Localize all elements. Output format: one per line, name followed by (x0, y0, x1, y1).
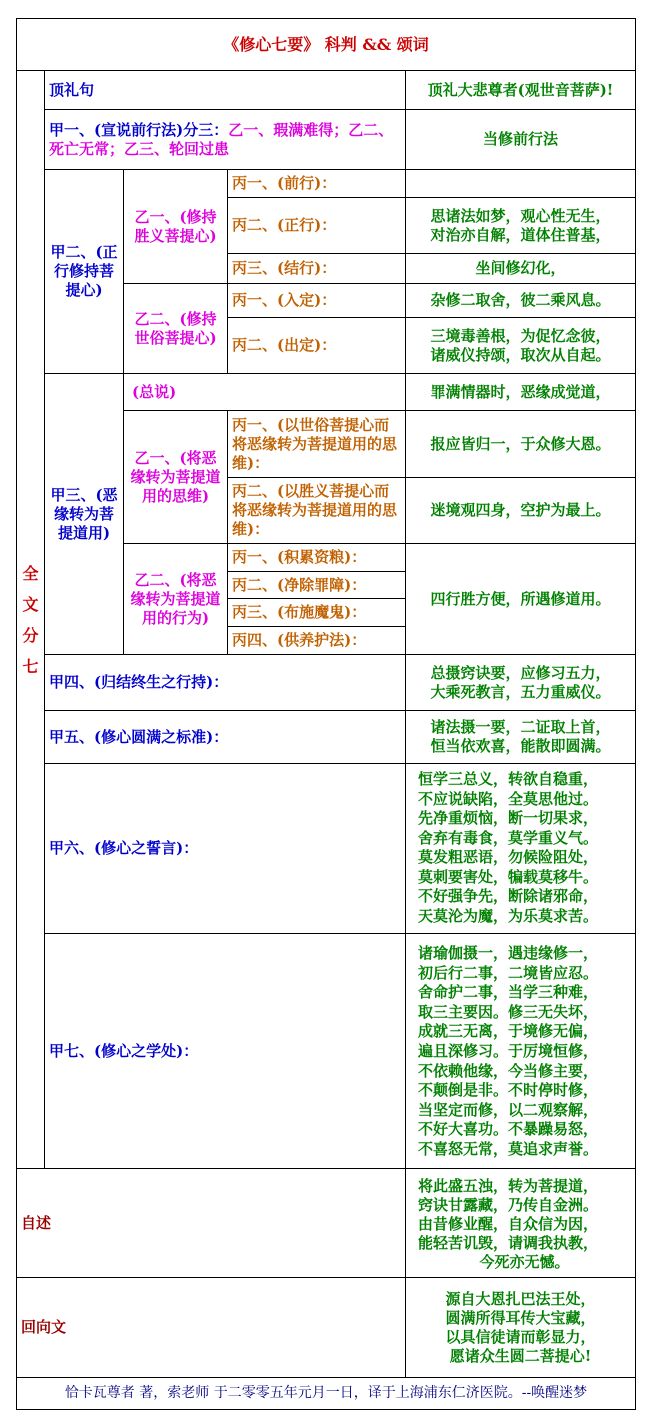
jia3-yi1-bing2: 丙二、(以胜义菩提心而将恶缘转为菩提道用的思维)： (227, 477, 406, 544)
row-jia1-label (44, 109, 406, 170)
verse-line: 舍弃有毒食，莫学重义气。 (418, 828, 599, 847)
verse-line: 由昔修业醒，自众信为因， (418, 1215, 599, 1233)
verse-line: 不颠倒是非。不时停时修， (418, 1081, 599, 1100)
verse-line: 对治亦自解，道体住普基， (430, 225, 611, 244)
verse-line: 不依赖他缘，今当修主要， (418, 1061, 599, 1080)
verse-line: 莫发粗恶语，勿候险阻处， (418, 848, 599, 866)
jia3-yi1-bing2-verse: 迷境观四身，空护为最上。 (405, 477, 636, 544)
jia2-label: 甲二、(正行修持菩提心) (44, 169, 124, 374)
verse-line: 思诸法如梦，观心性无生， (430, 206, 611, 225)
verse-line: 能轻苦讥毁，请调我执教， (418, 1234, 599, 1252)
row-huixiang-verse (405, 1277, 636, 1378)
jia3-yi2-verse: 四行胜方便，所遇修道用。 (405, 543, 636, 655)
jia3-yi2-label: 乙二、(将恶缘转为菩提道用的行为) (123, 543, 228, 655)
jia3-yi2-bing4: 丙四、(供养护法)： (227, 626, 406, 655)
jia2-yi1-bing1: 丙一、(前行)： (227, 169, 406, 198)
verse-line: 莫刺要害处，犏载莫移牛。 (418, 867, 599, 886)
row-jia7-verse (405, 933, 636, 1169)
jia3-label: 甲三、(恶缘转为菩提道用) (44, 373, 124, 655)
side-label-quanwen-fenqi (16, 70, 45, 1169)
verse-line: 先净重烦恼，断一切果求， (418, 809, 599, 827)
jia3-yi1-bing1: 丙一、(以世俗菩提心而将恶缘转为菩提道用的思维)： (227, 410, 406, 478)
verse-line: 成就三无离，于境修无偏， (418, 1022, 599, 1041)
jia3-yi1-label: 乙一、(将恶缘转为菩提道用的思维) (123, 410, 228, 544)
verse-line: 将此盛五浊，转为菩提道， (418, 1177, 599, 1195)
verse-line: 初后行二事，二境皆应忍。 (418, 963, 599, 982)
jia2-yi1-bing3-verse: 坐间修幻化， (405, 253, 636, 284)
jia2-yi1-bing1-verse-empty (405, 169, 636, 198)
verse-line: 恒当依欢喜，能散即圆满。 (430, 737, 611, 755)
verse-line: 以具信徒请而彰显力， (445, 1327, 596, 1346)
verse-line: 今死亦无憾。 (479, 1253, 570, 1271)
side-label-char: 分 (22, 625, 39, 645)
footer-credit: 恰卡瓦尊者 著，索老师 于二零零五年元月一日，译于上海浦东仁济医院。--唤醒迷梦 (16, 1377, 636, 1410)
jia2-yi2-bing1-verse: 杂修二取舍，彼二乘风息。 (405, 283, 636, 318)
verse-line: 三境毒善根，为促忆念彼， (430, 326, 611, 345)
jia3-yi2-bing3: 丙三、(布施魔鬼)： (227, 598, 406, 627)
verse-line: 不好大喜功。不暴躁易怒， (418, 1120, 599, 1139)
jia2-yi2-bing2-verse (405, 317, 636, 374)
verse-line: 诸法摄一要，二证取上首， (430, 718, 611, 736)
row-jia1-verse: 当修前行法 (405, 109, 636, 170)
side-label-char: 全 (22, 563, 39, 583)
row-dingli-label: 顶礼句 (44, 70, 406, 110)
verse-line: 取三主要因。修三无失坏， (418, 1002, 599, 1021)
row-zishu-verse (405, 1168, 636, 1278)
verse-line: 源自大恩扎巴法王处， (445, 1289, 596, 1308)
row-jia5-label: 甲五、(修心圆满之标准)： (44, 710, 406, 764)
page-title: 《修心七要》 科判 && 颂词 (16, 18, 636, 71)
verse-line: 诸瑜伽摄一，遇违缘修一， (418, 944, 599, 962)
jia2-yi1-bing2: 丙二、(正行)： (227, 197, 406, 254)
verse-line: 愿诸众生圆二菩提心! (449, 1346, 592, 1365)
row-zishu-label: 自述 (16, 1168, 406, 1278)
verse-line: 不好强争先，断除诸邪命， (418, 887, 599, 905)
row-jia4-verse (405, 654, 636, 711)
jia2-yi1-label: 乙一、(修持胜义菩提心) (123, 169, 228, 284)
row-dingli-verse: 顶礼大悲尊者(观世音菩萨)! (405, 70, 636, 110)
verse-line: 当坚定而修，以二观察解， (418, 1100, 599, 1119)
jia3-yi2-bing2: 丙二、(净除罪障)： (227, 571, 406, 599)
row-huixiang-label: 回向文 (16, 1277, 406, 1378)
row-jia6-verse (405, 763, 636, 934)
verse-line: 不应说缺陷，全莫思他过。 (418, 789, 599, 808)
verse-line: 总摄窍诀要，应修习五力， (430, 663, 611, 682)
verse-line: 遍且深修习。于厉境恒修， (418, 1041, 599, 1060)
jia3-zongshuo: (总说) (123, 373, 406, 411)
jia2-yi2-bing2: 丙二、(出定)： (227, 317, 406, 374)
jia3-zongshuo-verse: 罪满情器时，恶缘成觉道， (405, 373, 636, 411)
verse-line: 舍命护二事，当学三种难， (418, 983, 599, 1002)
jia2-yi1-bing3: 丙三、(结行)： (227, 253, 406, 284)
jia1-heading: 甲一、(宣说前行法)分三： (49, 121, 229, 139)
jia1-subheadings: 乙一、瑕满难得；乙二、死亡无常；乙三、轮回过患 (49, 121, 394, 158)
jia2-yi2-bing1: 丙一、(入定)： (227, 283, 406, 318)
verse-line: 诸威仪持颂，取次从自起。 (430, 345, 611, 364)
jia2-yi2-label: 乙二、(修持世俗菩提心) (123, 283, 228, 374)
verse-line: 恒学三总义，转欲自稳重， (418, 770, 599, 788)
verse-line: 天莫沦为魔，为乐莫求苦。 (418, 906, 599, 925)
row-jia6-label: 甲六、(修心之誓言)： (44, 763, 406, 934)
jia3-yi1-bing1-verse: 报应皆归一，于众修大恩。 (405, 410, 636, 478)
row-jia5-verse (405, 710, 636, 764)
verse-line: 圆满所得耳传大宝藏， (445, 1308, 596, 1327)
verse-line: 不喜怒无常，莫追求声誉。 (418, 1139, 599, 1158)
jia2-yi1-bing2-verse (405, 197, 636, 254)
verse-line: 窍诀甘露藏，乃传自金洲。 (418, 1196, 599, 1214)
row-jia7-label: 甲七、(修心之学处)： (44, 933, 406, 1169)
verse-line: 大乘死教言，五力重威仪。 (430, 682, 611, 701)
jia3-yi2-bing1: 丙一、(积累资粮)： (227, 543, 406, 572)
side-label-char: 七 (22, 656, 39, 676)
row-jia4-label: 甲四、(归结终生之行持)： (44, 654, 406, 711)
side-label-char: 文 (22, 594, 39, 614)
